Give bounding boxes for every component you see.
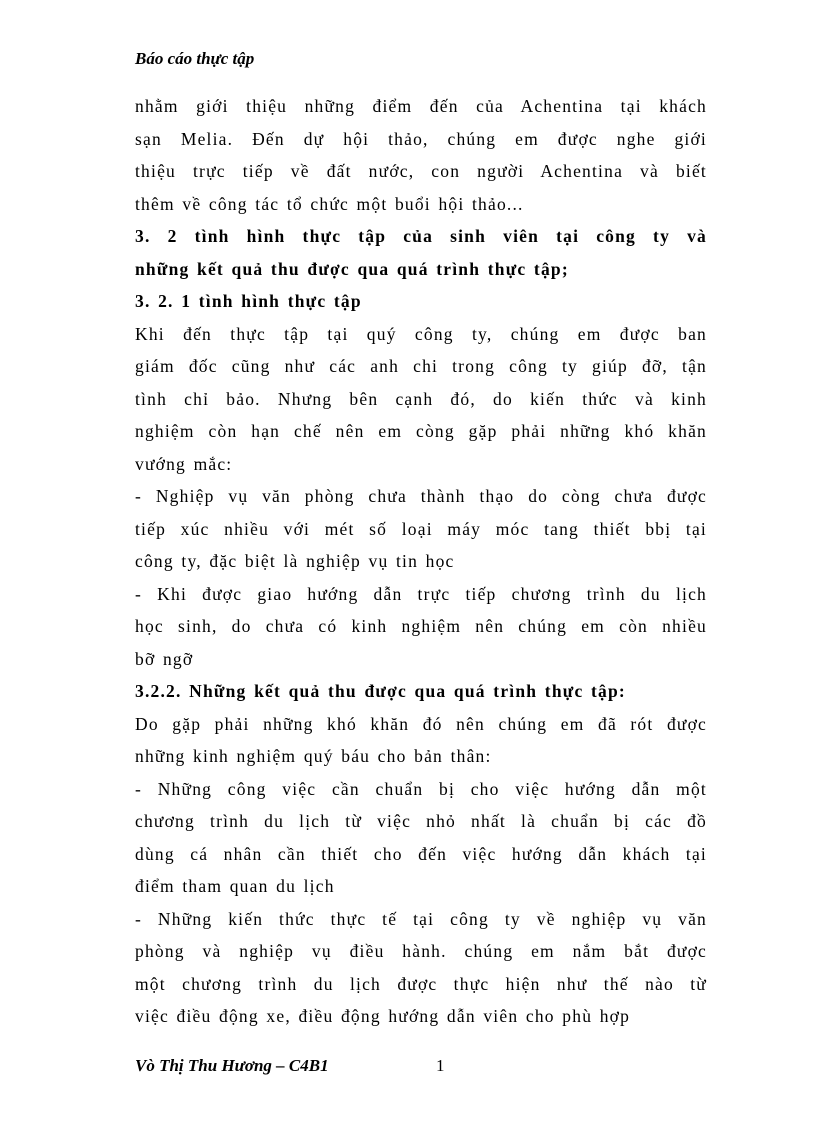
section-heading-line: những kết quả thu được qua quá trình thực tập; xyxy=(135,258,569,279)
document-body xyxy=(135,90,707,1033)
paragraph-line: thêm về công tác tổ chức một buổi hội thảo... xyxy=(135,193,524,214)
paragraph-line: dùng cá nhân cần thiết cho đến việc hướng dẫn khách tại xyxy=(135,843,707,864)
paragraph-line: tình chỉ bảo. Nhưng bên cạnh đó, do kiến thức và kinh xyxy=(135,388,707,409)
paragraph-line: nhằm giới thiệu những điểm đến của Achentina tại khách xyxy=(135,96,707,116)
paragraph-line: những kinh nghiệm quý báu cho bản thân: xyxy=(135,746,492,766)
paragraph-line: tiếp xúc nhiều với mét số loại máy móc tang thiết bbị tại xyxy=(135,518,707,539)
paragraph-line: nghiệm còn hạn chế nên em còng gặp phải những khó khăn xyxy=(135,421,707,441)
paragraph-line: điểm tham quan du lịch xyxy=(135,876,335,896)
paragraph-line: chương trình du lịch từ việc nhỏ nhất là chuẩn bị các đồ xyxy=(135,811,707,831)
paragraph-line: - Những kiến thức thực tế tại công ty về nghiệp vụ văn xyxy=(135,908,707,929)
paragraph-line: giám đốc cũng như các anh chi trong công ty giúp đỡ, tận xyxy=(135,356,707,376)
paragraph-line: việc điều động xe, điều động hướng dẫn viên cho phù hợp xyxy=(135,1006,631,1026)
paragraph-line: - Những công việc cần chuẩn bị cho việc hướng dẫn một xyxy=(135,778,707,799)
section-heading-line: 3.2.2. Những kết quả thu được qua quá trình thực tập: xyxy=(135,681,626,701)
paragraph-line: Do gặp phải những khó khăn đó nên chúng em đã rót được xyxy=(135,713,707,734)
paragraph-line: bỡ ngỡ xyxy=(135,648,194,669)
section-heading-line: 3. 2 tình hình thực tập của sinh viên tại công ty và xyxy=(135,226,707,246)
paragraph-line: - Nghiệp vụ văn phòng chưa thành thạo do còng chưa được xyxy=(135,486,707,506)
paragraph-line: - Khi được giao hướng dẫn trực tiếp chương trình du lịch xyxy=(135,583,707,604)
page-header-title: Báo cáo thực tập xyxy=(135,49,255,68)
footer-author: Vò Thị Thu Hương – C4B1 xyxy=(135,1056,329,1075)
paragraph-line: công ty, đặc biệt là nghiệp vụ tin học xyxy=(135,551,455,571)
paragraph-line: sạn Melia. Đến dự hội thảo, chúng em được nghe giới xyxy=(135,128,707,149)
page-number: 1 xyxy=(436,1056,445,1075)
paragraph-line: một chương trình du lịch được thực hiện như thế nào từ xyxy=(135,973,707,994)
paragraph-line: Khi đến thực tập tại quý công ty, chúng em được ban xyxy=(135,323,707,344)
paragraph-line: vướng mắc: xyxy=(135,453,233,474)
section-heading-line: 3. 2. 1 tình hình thực tập xyxy=(135,291,362,311)
paragraph-line: thiệu trực tiếp về đất nước, con người Achentina và biết xyxy=(135,161,707,181)
paragraph-line: phòng và nghiệp vụ điều hành. chúng em nắm bắt được xyxy=(135,941,707,961)
paragraph-line: học sinh, do chưa có kinh nghiệm nên chúng em còn nhiều xyxy=(135,616,707,636)
